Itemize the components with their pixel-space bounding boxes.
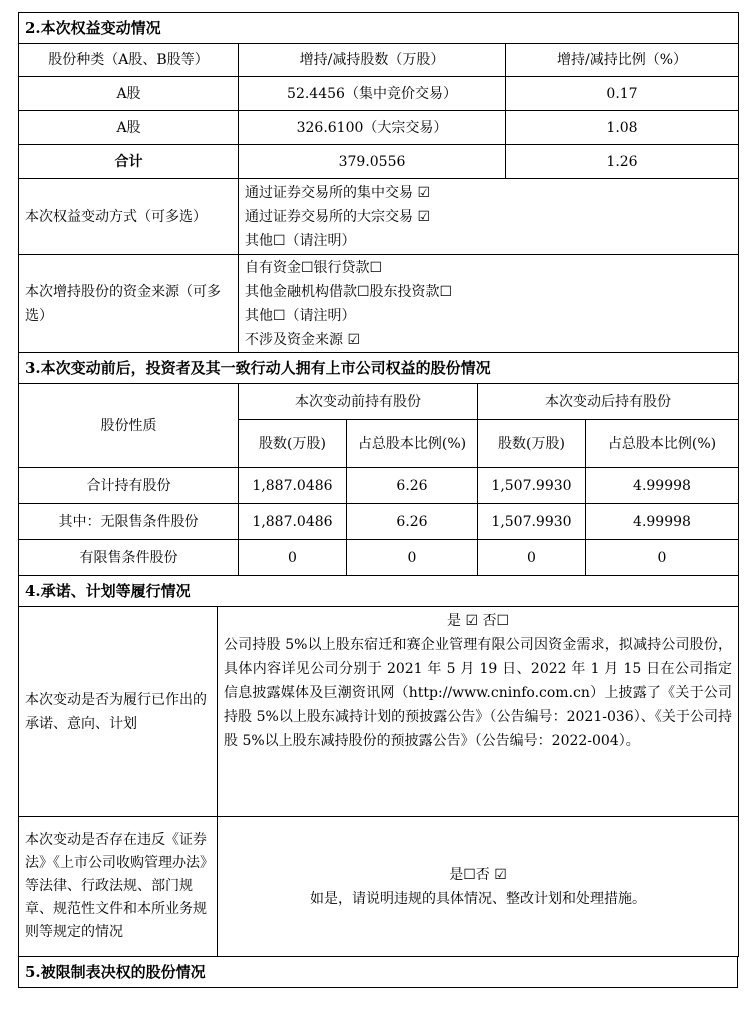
- after-ratio: 0: [586, 540, 739, 576]
- section5-table: [18, 956, 738, 988]
- change-shares: 52.4456（集中竞价交易）: [239, 77, 506, 111]
- funding-label: 本次增持股份的资金来源（可多选）: [19, 255, 239, 353]
- change-ratio: 0.17: [506, 77, 739, 111]
- commitment-detail: 公司持股 5%以上股东宿迁和赛企业管理有限公司因资金需求，拟减持公司股份，具体内容详见公司分别于 2021 年 5 月 19 日、2022 年 1 月 15 日在公司指定信息披露媒体及巨潮资讯网（http://www.cninfo.com.cn）上披露了《关于公司持股 5%以上股东减持计划的预披露公告》（公告编号：2021-036）、《关于公司持股 5%以上股东减持股份的预披露公告》（公告编号：2022-004）。: [224, 637, 733, 749]
- header-change-shares: 增持/减持股数（万股）: [239, 44, 506, 77]
- funding-option-loan: 其他金融机构借款☐股东投资款☐: [245, 283, 453, 300]
- after-shares: 1,507.9930: [478, 504, 586, 540]
- before-shares: 0: [239, 540, 347, 576]
- after-ratio: 4.99998: [586, 504, 739, 540]
- share-nature: 有限售条件股份: [19, 540, 239, 576]
- section3-title: 3.本次变动前后，投资者及其一致行动人拥有上市公司权益的股份情况: [19, 353, 739, 384]
- change-ratio: 1.08: [506, 111, 739, 145]
- violation-answer: [218, 817, 739, 957]
- before-ratio: 0: [347, 540, 478, 576]
- funding-option-other: 其他☐（请注明）: [245, 307, 356, 324]
- table-row: [19, 540, 739, 576]
- section4-title: 4.承诺、计划等履行情况: [19, 576, 739, 607]
- violation-question: 本次变动是否存在违反《证券法》《上市公司收购管理办法》等法律、行政法规、部门规章、规范性文件和本所业务规则等规定的情况: [19, 817, 218, 957]
- total-row: [19, 145, 739, 179]
- share-nature: 合计持有股份: [19, 468, 239, 504]
- total-ratio: 1.26: [506, 145, 739, 179]
- method-options: [239, 179, 739, 255]
- header-after-ratio: 占总股本比例(%): [586, 420, 739, 468]
- funding-option-none: 不涉及资金来源 ☑: [245, 331, 361, 348]
- section5-title: 5.被限制表决权的股份情况: [19, 957, 738, 988]
- share-type: A股: [19, 77, 239, 111]
- commitment-question: 本次变动是否为履行已作出的承诺、意向、计划: [19, 607, 218, 817]
- before-shares: 1,887.0486: [239, 504, 347, 540]
- after-shares: 0: [478, 540, 586, 576]
- section3-table: [18, 352, 739, 576]
- before-shares: 1,887.0486: [239, 468, 347, 504]
- disclosure-sheet: [18, 12, 738, 988]
- before-ratio: 6.26: [347, 468, 478, 504]
- header-before: 本次变动前持有股份: [239, 384, 478, 420]
- header-after-shares: 股数(万股): [478, 420, 586, 468]
- commitment-choice: 是 ☑ 否☐: [447, 613, 510, 629]
- header-change-ratio: 增持/减持比例（%）: [506, 44, 739, 77]
- table-row: [19, 504, 739, 540]
- table-row: [19, 468, 739, 504]
- header-share-type: 股份种类（A股、B股等）: [19, 44, 239, 77]
- total-label: 合计: [19, 145, 239, 179]
- after-shares: 1,507.9930: [478, 468, 586, 504]
- table-row: [19, 111, 739, 145]
- funding-options: [239, 255, 739, 353]
- method-option-centralized: 通过证券交易所的集中交易 ☑: [245, 184, 431, 201]
- before-ratio: 6.26: [347, 504, 478, 540]
- header-before-shares: 股数(万股): [239, 420, 347, 468]
- violation-choice: 是☐否 ☑: [449, 866, 507, 883]
- method-option-block: 通过证券交易所的大宗交易 ☑: [245, 208, 431, 225]
- method-option-other: 其他☐（请注明）: [245, 232, 356, 249]
- after-ratio: 4.99998: [586, 468, 739, 504]
- change-shares: 326.6100（大宗交易）: [239, 111, 506, 145]
- funding-option-own: 自有资金☐银行贷款☐: [245, 259, 383, 276]
- commitment-answer: [218, 607, 739, 817]
- total-shares: 379.0556: [239, 145, 506, 179]
- section4-table: [18, 575, 739, 957]
- header-before-ratio: 占总股本比例(%): [347, 420, 478, 468]
- section2-table: [18, 12, 739, 353]
- table-row: [19, 77, 739, 111]
- share-type: A股: [19, 111, 239, 145]
- violation-detail: 如是，请说明违规的具体情况、整改计划和处理措施。: [310, 890, 646, 907]
- header-share-nature: 股份性质: [19, 384, 239, 468]
- share-nature: 其中：无限售条件股份: [19, 504, 239, 540]
- method-label: 本次权益变动方式（可多选）: [19, 179, 239, 255]
- section2-title: 2.本次权益变动情况: [19, 13, 739, 44]
- header-after: 本次变动后持有股份: [478, 384, 739, 420]
